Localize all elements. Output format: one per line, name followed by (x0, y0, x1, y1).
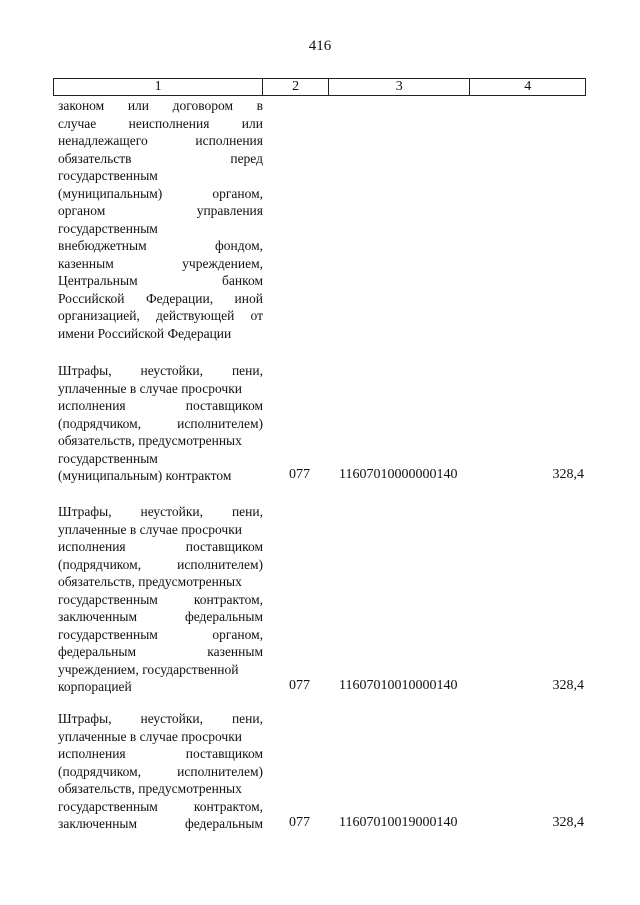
text-line (58, 167, 263, 185)
text-line (58, 467, 263, 485)
text-word: неисполнения (128, 115, 210, 131)
text-word: государственным (58, 591, 158, 607)
text-word: государственным (58, 798, 158, 814)
text-word: обязательств, предусмотренных (58, 781, 242, 796)
text-word: в (256, 98, 263, 113)
text-word: органом, (212, 185, 263, 201)
text-line (58, 290, 263, 308)
text-word: исполнения (58, 398, 126, 413)
text-line (58, 798, 263, 816)
text-word: контрактом, (193, 798, 263, 814)
text-word: от (250, 308, 263, 323)
text-word: органом, (212, 626, 263, 642)
text-word: (подрядчиком, (58, 556, 142, 572)
text-line (58, 202, 263, 220)
row-description (58, 97, 263, 342)
text-word: федеральным (184, 609, 263, 624)
text-word: исполнения (195, 133, 263, 148)
text-line (58, 626, 263, 644)
text-word: заключенным (58, 816, 138, 831)
column-header-1: 1 (54, 79, 263, 95)
text-word: случае (58, 115, 97, 131)
text-word: имени Российской Федерации (58, 325, 232, 341)
text-word: Штрафы, (58, 504, 112, 519)
text-word: исполнения (58, 746, 126, 761)
column-header-4: 4 (524, 79, 532, 94)
text-line (58, 591, 263, 609)
text-line (58, 815, 263, 833)
text-line (58, 608, 263, 626)
text-word: поставщиком (185, 746, 263, 761)
text-line (58, 220, 263, 238)
text-line (58, 503, 263, 521)
text-line (58, 678, 263, 696)
text-word: казенным (58, 255, 114, 271)
text-word: неустойки, (140, 711, 204, 726)
text-word: учреждением, (182, 255, 263, 271)
text-line (58, 132, 263, 150)
text-word: организацией, (58, 308, 140, 323)
column-header-2: 2 (263, 79, 329, 95)
text-line (58, 185, 263, 203)
text-word: корпорацией (58, 679, 132, 694)
row-code: 077 (289, 467, 310, 482)
text-word: пени, (231, 504, 263, 519)
text-word: федеральным (58, 644, 137, 659)
text-word: банком (222, 273, 263, 288)
text-word: государственным (58, 220, 158, 236)
row-amount: 328,4 (552, 815, 584, 830)
text-word: иной (234, 290, 263, 306)
text-word: фондом, (214, 238, 263, 253)
text-word: неустойки, (140, 504, 204, 519)
text-line (58, 255, 263, 273)
text-word: исполнения (58, 539, 126, 554)
text-word: заключенным (58, 609, 138, 624)
text-line (58, 710, 263, 728)
text-word: уплаченные в случае просрочки (58, 521, 242, 537)
text-line (58, 150, 263, 168)
text-word: Штрафы, (58, 711, 112, 726)
text-word: действующей (156, 308, 235, 323)
text-line (58, 115, 263, 133)
text-word: уплаченные в случае просрочки (58, 728, 242, 744)
text-word: законом (58, 98, 105, 113)
text-word: исполнителем) (177, 763, 263, 779)
text-word: обязательств (58, 150, 132, 166)
page-number: 416 (308, 38, 332, 54)
text-word: контрактом, (193, 591, 263, 607)
row-kbk: 11607010010000140 (339, 678, 458, 693)
text-word: (подрядчиком, (58, 415, 142, 431)
text-line (58, 450, 263, 468)
column-header-3: 3 (329, 79, 470, 95)
text-line (58, 728, 263, 746)
text-line (58, 237, 263, 255)
text-word: (муниципальным) (58, 185, 163, 201)
text-word: договором (172, 98, 234, 113)
text-word: поставщиком (185, 539, 263, 554)
text-word: поставщиком (185, 398, 263, 413)
text-word: (муниципальным) контрактом (58, 468, 232, 483)
text-word: федеральным (184, 816, 263, 831)
text-word: казенным (207, 644, 263, 659)
text-line (58, 745, 263, 763)
text-line (58, 325, 263, 343)
text-line (58, 643, 263, 661)
text-line (58, 272, 263, 290)
row-code: 077 (289, 678, 310, 693)
text-word: управления (196, 203, 263, 218)
text-word: Штрафы, (58, 363, 112, 378)
text-line (58, 380, 263, 398)
text-word: пени, (231, 363, 263, 378)
text-word: перед (230, 150, 263, 166)
row-kbk: 11607010000000140 (339, 467, 458, 482)
text-line (58, 538, 263, 556)
row-amount: 328,4 (552, 467, 584, 482)
text-word: или (127, 98, 150, 113)
row-code: 077 (289, 815, 310, 830)
text-line (58, 415, 263, 433)
text-word: учреждением, государственной (58, 661, 239, 677)
text-word: государственным (58, 626, 158, 642)
text-line (58, 397, 263, 415)
text-word: государственным (58, 450, 158, 466)
text-line (58, 307, 263, 325)
text-line (58, 661, 263, 679)
row-description (58, 503, 263, 696)
text-word: (подрядчиком, (58, 763, 142, 779)
text-line (58, 573, 263, 591)
text-word: Центральным (58, 273, 138, 288)
text-word: государственным (58, 168, 158, 183)
text-word: неустойки, (140, 363, 204, 378)
text-line (58, 763, 263, 781)
text-line (58, 556, 263, 574)
text-word: органом (58, 203, 106, 218)
text-word: обязательств, предусмотренных (58, 433, 242, 448)
text-word: или (241, 115, 263, 131)
text-word: Федерации, (145, 290, 214, 306)
text-word: обязательств, предусмотренных (58, 574, 242, 589)
row-description (58, 710, 263, 833)
text-line (58, 780, 263, 798)
text-word: ненадлежащего (58, 133, 148, 148)
text-word: Российской (58, 290, 125, 306)
table-header (53, 78, 586, 96)
row-description (58, 362, 263, 485)
row-kbk: 11607010019000140 (339, 815, 458, 830)
text-word: уплаченные в случае просрочки (58, 380, 242, 396)
text-line (58, 521, 263, 539)
text-word: исполнителем) (177, 415, 263, 431)
text-line (58, 362, 263, 380)
text-line (58, 432, 263, 450)
text-line (58, 97, 263, 115)
text-word: пени, (231, 711, 263, 726)
text-word: внебюджетным (58, 238, 147, 253)
text-word: исполнителем) (177, 556, 263, 572)
row-amount: 328,4 (552, 678, 584, 693)
